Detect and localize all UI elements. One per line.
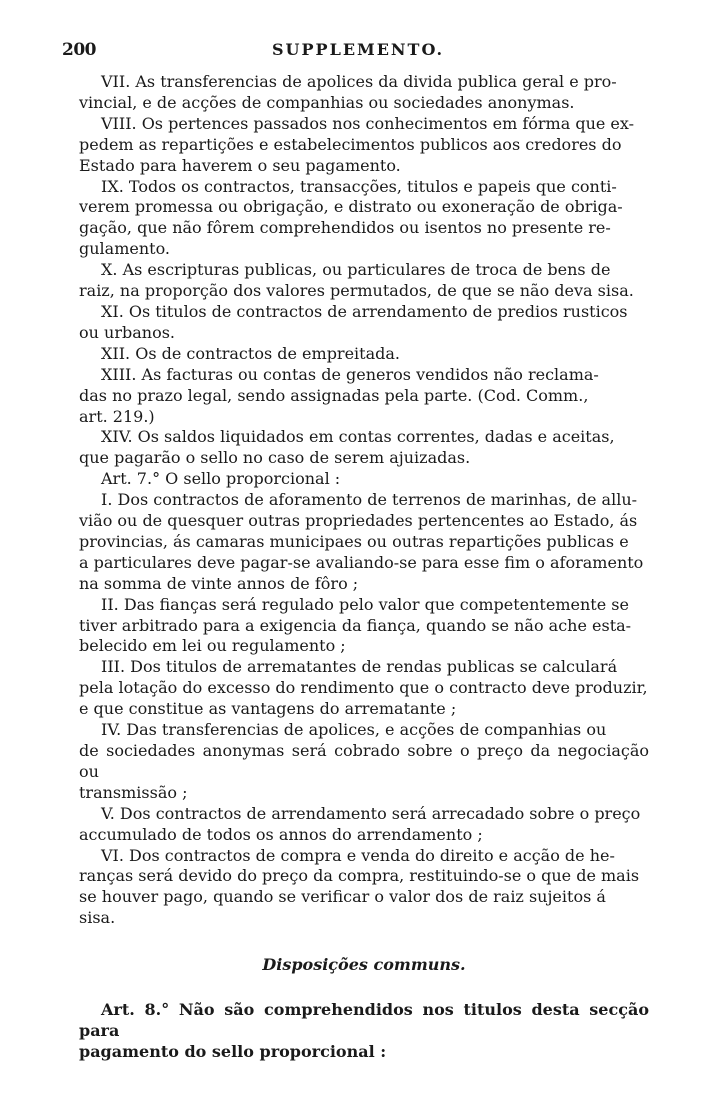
paragraph-xiii: XIII. As facturas ou contas de generos vendidos não reclama- das no prazo legal, sendo assignadas pela parte. (Cod. Comm., art. 219.) bbox=[79, 364, 599, 426]
paragraph-xiv: XIV. Os saldos liquidados em contas correntes, dadas e aceitas, que pagarão o sello no caso de serem ajuizadas. bbox=[79, 427, 615, 468]
paragraph-viii: VIII. Os pertences passados nos conhecimentos em fórma que ex- pedem as repartições e estabelecimentos publicos aos credores do Estado para haverem o seu pagamento. bbox=[79, 113, 635, 175]
article-8-paragraph: Art. 8.° Não são comprehendidos nos titulos desta secção para pagamento do sello proporcional : bbox=[79, 1000, 649, 1061]
article-7-item-iii: III. Dos titulos de arrematantes de rendas publicas se calculará pela lotação do excesso do rendimento que o contracto deve produzir, e que constitue as vantagens do arrematante ; bbox=[79, 657, 648, 719]
article-7-item-ii: II. Das fianças será regulado pelo valor que competentemente se tiver arbitrado para a exigencia da fiança, quando se não ache esta- belecido em lei ou regulamento ; bbox=[79, 594, 632, 656]
paragraph-vii: VII. As transferencias de apolices da divida publica geral e pro- vincial, e de acções de companhias ou sociedades anonymas. bbox=[79, 72, 617, 112]
page-header bbox=[0, 40, 715, 70]
paragraph-xi: XI. Os titulos de contractos de arrendamento de predios rusticos ou urbanos. bbox=[79, 301, 628, 342]
section-heading: Disposições communs. bbox=[262, 955, 466, 975]
article-7-item-i: I. Dos contractos de aforamento de terrenos de marinhas, de allu- vião ou de quesquer outras propriedades pertencentes ao Estado, ás provincias, ás camaras municipaes ou outras repartições publicas e a particulares deve pagar-se avaliando-se para esse fim o aforamento na somma de vinte annos de fôro ; bbox=[79, 490, 644, 593]
article-7-item-vi: VI. Dos contractos de compra e venda do direito e acção de he- ranças será devido do preço da compra, restituindo-se o que de mais se houver pago, quando se verificar o valor dos de raiz sujeitos á sisa. bbox=[79, 845, 640, 928]
article-7-item-iv: IV. Das transferencias de apolices, e acções de companhias ou de sociedades anonymas será cobrado sobre o preço da negociação ou transmissão ; bbox=[79, 720, 649, 802]
page-body bbox=[79, 72, 649, 1063]
article-7-heading: Art. 7.° O sello proporcional : bbox=[101, 469, 341, 489]
paragraph-xii: XII. Os de contractos de empreitada. bbox=[101, 343, 400, 363]
page-number: 200 bbox=[62, 40, 96, 60]
paragraph-ix: IX. Todos os contractos, transacções, titulos e papeis que conti- verem promessa ou obrigação, e distrato ou exoneração de obriga- gação, que não fôrem comprehendidos ou isentos no presente re- gulamento. bbox=[79, 176, 623, 259]
paragraph-x: X. As escripturas publicas, ou particulares de troca de bens de raiz, na proporção dos valores permutados, de que se não deva sisa. bbox=[79, 260, 634, 301]
article-7-item-v: V. Dos contractos de arrendamento será arrecadado sobre o preço accumulado de todos os annos do arrendamento ; bbox=[79, 803, 641, 844]
running-title: SUPPLEMENTO. bbox=[272, 40, 445, 59]
